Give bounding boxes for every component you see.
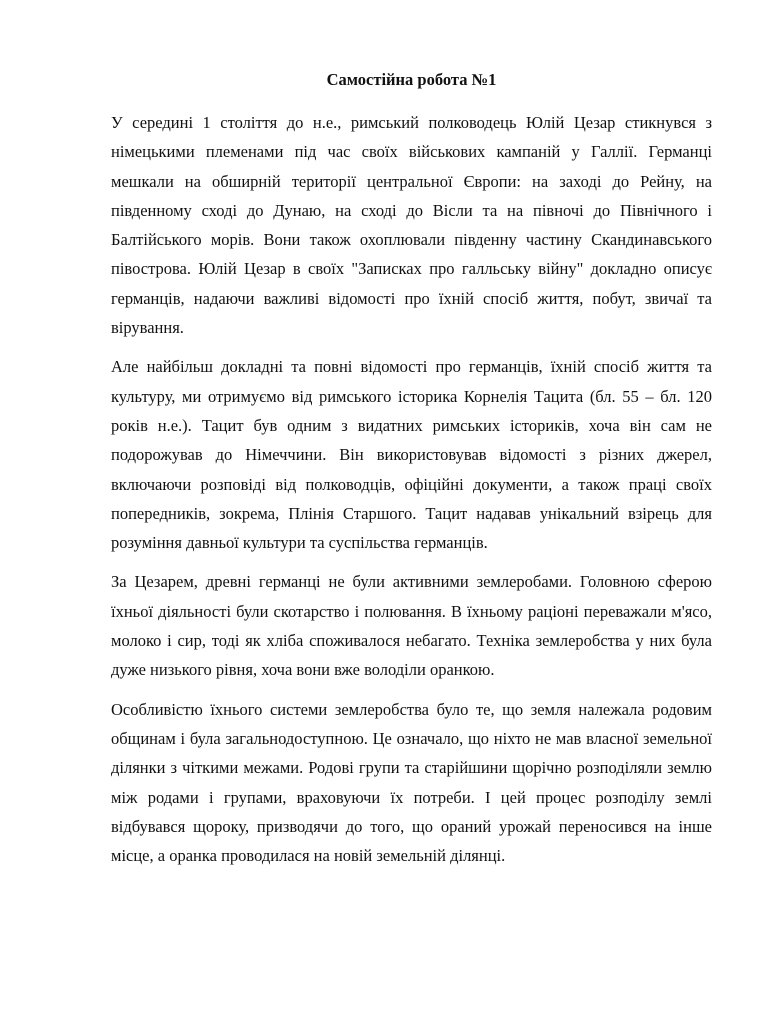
document-title: Самостійна робота №1 [326, 70, 497, 89]
paragraph-2: Але найбільш докладні та повні відомості про германців, їхній спосіб життя та культуру, ми отримуємо від римського історика Корнелія Тацита (бл. 55 – бл. 120 років н.е.). Тацит був одним з видатних римських істориків, хоча він сам не подорожував до Німеччини. Він використовував відомості з різних джерел, включаючи розповіді від полководців, офіційні документи, а також праці своїх попередників, зокрема, Плінія Старшого. Тацит надавав унікальний взірець для розуміння давньої культури та суспільства германців. [111, 357, 712, 553]
paragraph-1: У середині 1 століття до н.е., римський полководець Юлій Цезар стикнувся з німецькими племенами під час своїх військових кампаній у Галлії. Германці мешкали на обширній території центральної Європи: на заході до Рейну, на південному сході до Дунаю, на сході до Вісли та на півночі до Північного і Балтійського морів. Вони також охоплювали південну частину Скандинавського півострова. Юлій Цезар в своїх "Записках про галльську війну" докладно описує германців, надаючи важливі відомості про їхній спосіб життя, побут, звичаї та вірування. [111, 113, 712, 338]
paragraph-3: За Цезарем, древні германці не були активними землеробами. Головною сферою їхньої діяльності були скотарство і полювання. В їхньому раціоні переважали м'ясо, молоко і сир, тоді як хліба споживалося небагато. Техніка землеробства у них була дуже низького рівня, хоча вони вже володіли оранкою. [111, 572, 712, 680]
paragraph-4: Особливістю їхнього системи землеробства було те, що земля належала родовим общинам і була загальнодоступною. Це означало, що ніхто не мав власної земельної ділянки з чіткими межами. Родові групи та старійшини щорічно розподіляли землю між родами і групами, враховуючи їх потреби. І цей процес розподілу землі відбувався щороку, призводячи до того, що ораний урожай переносився на інше місце, а оранка проводилася на новій земельній ділянці. [111, 699, 712, 866]
